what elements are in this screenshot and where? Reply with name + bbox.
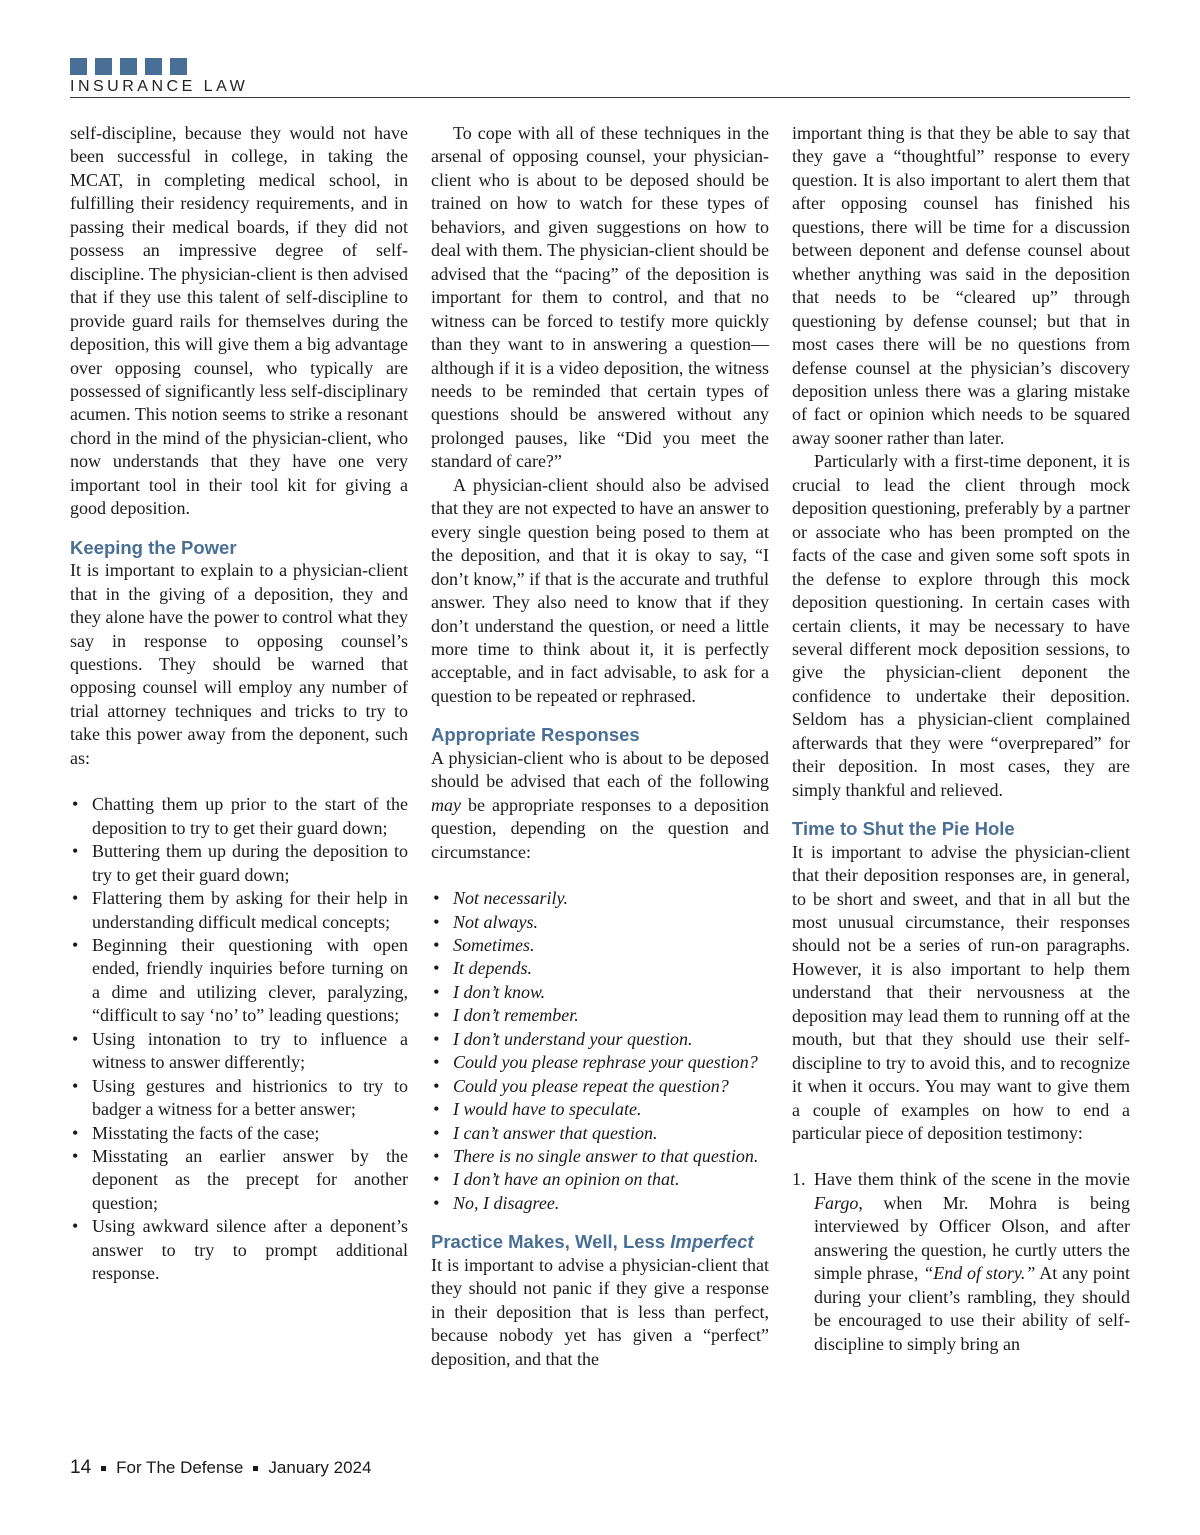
header-squares: [70, 58, 1130, 75]
issue-date: January 2024: [268, 1458, 372, 1477]
examples-list: [792, 1168, 1130, 1356]
movie-title: Fargo: [814, 1192, 859, 1213]
section-label: INSURANCE LAW: [70, 78, 249, 95]
header-square: [70, 58, 87, 75]
list-item: • I don’t know.: [431, 981, 769, 1004]
column-2: [431, 122, 769, 1371]
header-square: [170, 58, 187, 75]
quote: “End of story.”: [923, 1263, 1036, 1284]
list-item: • Could you please rephrase your question?: [431, 1051, 769, 1074]
list-item: • Misstating an earlier answer by the deponent as the precept for another question;: [70, 1145, 408, 1215]
paragraph-first-time: Particularly with a first-time deponent, it is crucial to lead the client through mock deposition questioning, preferably by a partner or associate who has been prompted on the facts of the case and given some soft spots in the defense to explore through this mock deposition questioning. In certain cases with certain clients, it may be necessary to have several different mock deposition sessions, to give the physician-client deponent the confidence to undertake their deposition. Seldom has a physician-client complained afterwards that they were “overprepared” for their deposition. In most cases, they are simply thankful and relieved.: [792, 451, 1130, 800]
paragraph-power: It is important to explain to a physician-client that in the giving of a deposition, they and they alone have the power to control what they say in response to opposing counsel’s questions. They should be warned that opposing counsel will employ any number of trial attorney techniques and tricks to try to take this power away from the deponent, such as:: [70, 560, 408, 768]
list-item: • I would have to speculate.: [431, 1098, 769, 1121]
list-item: • Misstating the facts of the case;: [70, 1122, 408, 1145]
list-item: • Could you please repeat the question?: [431, 1075, 769, 1098]
list-item: • I don’t understand your question.: [431, 1028, 769, 1051]
list-item: • Using intonation to try to influence a witness to answer differently;: [70, 1028, 408, 1075]
heading-practice: Practice Makes, Well, Less Imperfect: [431, 1231, 754, 1253]
header-rule: [70, 97, 1130, 98]
list-item: • Using gestures and histrionics to try to badger a witness for a better answer;: [70, 1075, 408, 1122]
heading-pie-hole: Time to Shut the Pie Hole: [792, 818, 1015, 840]
list-item: • I don’t remember.: [431, 1004, 769, 1027]
paragraph-continued: self-discipline, because they would not have been successful in college, in taking the MCAT, in completing medical school, in fulfilling their residency requirements, and in passing their medical boards, if they did not possess an impressive degree of self-discipline. The physician-client is then advised that if they use this talent of self-discipline to provide guard rails for themselves during the deposition, this will give them a big advantage over opposing counsel, who typically are possessed of significantly less self-disciplinary acumen. This notion seems to strike a resonant chord in the mind of the physician-client, who now understands that they have one very important tool in their tool kit for giving a good deposition.: [70, 123, 408, 519]
page-footer: [70, 1457, 371, 1479]
separator-square: [101, 1466, 106, 1471]
list-item: • No, I disagree.: [431, 1192, 769, 1215]
page-header: [70, 58, 1130, 98]
list-item: 1. Have them think of the scene in the movie Fargo, when Mr. Mohra is being interviewed by Officer Olson, and after answering the question, he curtly utters the simple phrase, “End of story.” At any point during your client’s rambling, they should be encouraged to use their ability of self-discipline to simply bring an: [792, 1169, 1130, 1354]
heading-appropriate-responses: Appropriate Responses: [431, 724, 640, 746]
list-item: • Buttering them up during the deposition to try to get their guard down;: [70, 840, 408, 887]
paragraph-advised: A physician-client should also be advised that they are not expected to have an answer to every single question being posed to them at the deposition, and that it is okay to say, “I don’t know,” if that is the accurate and truthful answer. They also need to know that if they don’t understand the question, or need a little more time to think about it, it is perfectly acceptable, and in fact advisable, to ask for a question to be repeated or rephrased.: [431, 474, 769, 706]
list-item: • Not necessarily.: [431, 887, 769, 910]
list-item: • I don’t have an opinion on that.: [431, 1168, 769, 1191]
responses-list: [431, 887, 769, 1215]
separator-square: [253, 1466, 258, 1471]
heading-keeping-the-power: Keeping the Power: [70, 536, 237, 558]
list-item: • There is no single answer to that question.: [431, 1145, 769, 1168]
paragraph-continued: important thing is that they be able to say that they gave a “thoughtful” response to every question. It is also important to alert them that after opposing counsel has finished his questions, there will be time for a discussion between deponent and defense counsel about whether anything was said in the deposition that needs to be “cleared up” through questioning by defense counsel; but that in most cases there will be no questions from defense counsel at the physician’s discovery deposition unless there was a glaring mistake of fact or opinion which needs to be squared away sooner rather than later.: [792, 123, 1130, 448]
list-item: • Chatting them up prior to the start of the deposition to try to get their guard down;: [70, 793, 408, 840]
list-item: • I can’t answer that question.: [431, 1122, 769, 1145]
list-item: • It depends.: [431, 957, 769, 980]
tactics-list: [70, 793, 408, 1286]
header-square: [145, 58, 162, 75]
column-3: [792, 122, 1130, 1356]
list-item: • Beginning their questioning with open ended, friendly inquiries before turning on a dime and utilizing clever, paralyzing, “difficult to say ‘no’ to” leading questions;: [70, 934, 408, 1028]
publication-name: For The Defense: [116, 1458, 244, 1477]
header-square: [95, 58, 112, 75]
list-item: • Flattering them by asking for their help in understanding difficult medical concepts;: [70, 887, 408, 934]
list-item: • Using awkward silence after a deponent’s answer to try to prompt additional response.: [70, 1215, 408, 1285]
list-item: • Sometimes.: [431, 934, 769, 957]
column-1: [70, 122, 408, 1286]
header-square: [120, 58, 137, 75]
page-number: 14: [70, 1457, 92, 1478]
list-item: • Not always.: [431, 911, 769, 934]
emphasis-may: may: [431, 794, 461, 815]
paragraph-cope: To cope with all of these techniques in the arsenal of opposing counsel, your physician-client who is about to be deposed should be trained on how to watch for these types of behaviors, and given suggestions on how to deal with them. The physician-client should be advised that the “pacing” of the deposition is important for them to control, and that no witness can be forced to testify more quickly than they want to in answering a question—although if it is a video deposition, the witness needs to be reminded that certain types of questions should be answered without any prolonged pauses, like “Did you meet the standard of care?”: [431, 123, 769, 472]
paragraph-shut: It is important to advise the physician-client that their deposition responses are, in general, to be short and sweet, and that in all but the most unusual circumstance, their responses should not be a series of run-on paragraphs. However, it is also important to help them understand that their nervousness at the deposition may lead them to running off at the mouth, but that they should use their self-discipline to try to avoid this, and to recognize it when it occurs. You may want to give them a couple of examples on how to end a particular piece of deposition testimony:: [792, 841, 1130, 1144]
paragraph-practice: It is important to advise a physician-client that they should not panic if they give a response in their deposition that is less than perfect, because nobody yet has given a “perfect” deposition, and that the: [431, 1254, 769, 1369]
paragraph-responses: A physician-client who is about to be deposed should be advised that each of the following may be appropriate responses to a deposition question, depending on the question and circumstance:: [431, 747, 770, 862]
